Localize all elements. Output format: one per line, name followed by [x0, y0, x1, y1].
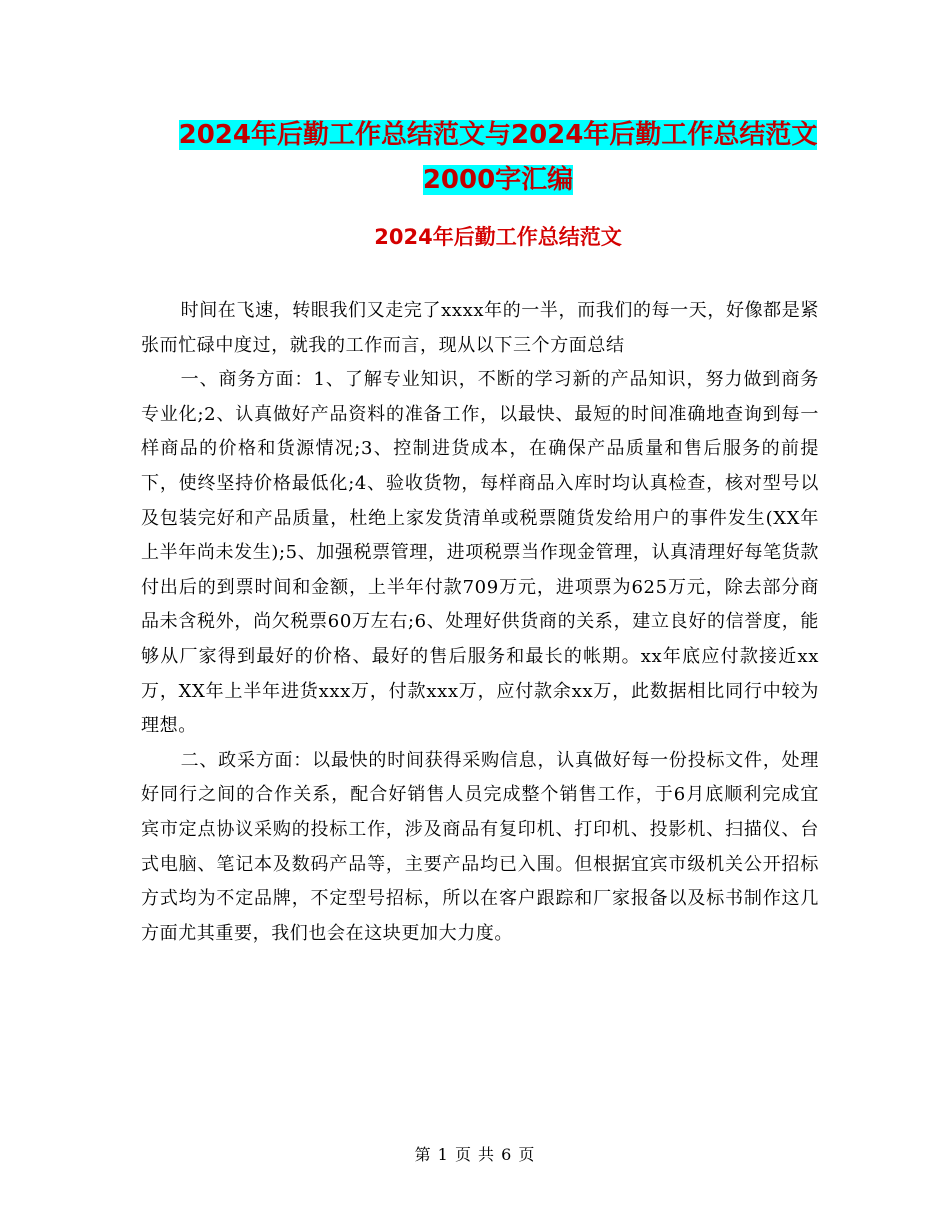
section-heading: 2024年后勤工作总结范文 [374, 225, 622, 249]
paragraph-business: 一、商务方面：1、了解专业知识，不断的学习新的产品知识，努力做到商务专业化;2、认真做好产品资料的准备工作，以最快、最短的时间准确地查询到每一样商品的价格和货源情况;3、控制进货成本，在确保产品质量和售后服务的前提下，使终坚持价格最低化;4、验收货物，每样商品入库时均认真检查，核对型号以及包装完好和产品质量，杜绝上家发货清单或税票随货发给用户的事件发生(XX年上半年尚未发生);5、加强税票管理，进项税票当作现金管理，认真清理好每笔货款付出后的到票时间和金额，上半年付款709万元，进项票为625万元，除去部分商品未含税外，尚欠税票60万左右;6、处理好供货商的关系，建立良好的信誉度，能够从厂家得到最好的价格、最好的售后服务和最长的帐期。xx年底应付款接近xx万，XX年上半年进货xxx万，付款xxx万，应付款余xx万，此数据相比同行中较为理想。 [141, 369, 819, 737]
document-title-line-2: 2000字汇编 [422, 165, 574, 195]
document-title-line-1: 2024年后勤工作总结范文与2024年后勤工作总结范文 [178, 120, 818, 150]
paragraph-procurement: 二、政采方面：以最快的时间获得采购信息，认真做好每一份投标文件，处理好同行之间的合作关系，配合好销售人员完成整个销售工作，于6月底顺利完成宜宾市定点协议采购的投标工作，涉及商品有复印机、打印机、投影机、扫描仪、台式电脑、笔记本及数码产品等，主要产品均已入围。但根据宜宾市级机关公开招标方式均为不定品牌，不定型号招标，所以在客户跟踪和厂家报备以及标书制作这几方面尤其重要，我们也会在这块更加大力度。 [141, 749, 819, 944]
paragraph-intro: 时间在飞速，转眼我们又走完了xxxx年的一半，而我们的每一天，好像都是紧张而忙碌中度过，就我的工作而言，现从以下三个方面总结 [141, 300, 819, 356]
page-footer: 第 1 页 共 6 页 [414, 1145, 536, 1164]
document-body [141, 294, 819, 951]
document-title [140, 113, 856, 203]
